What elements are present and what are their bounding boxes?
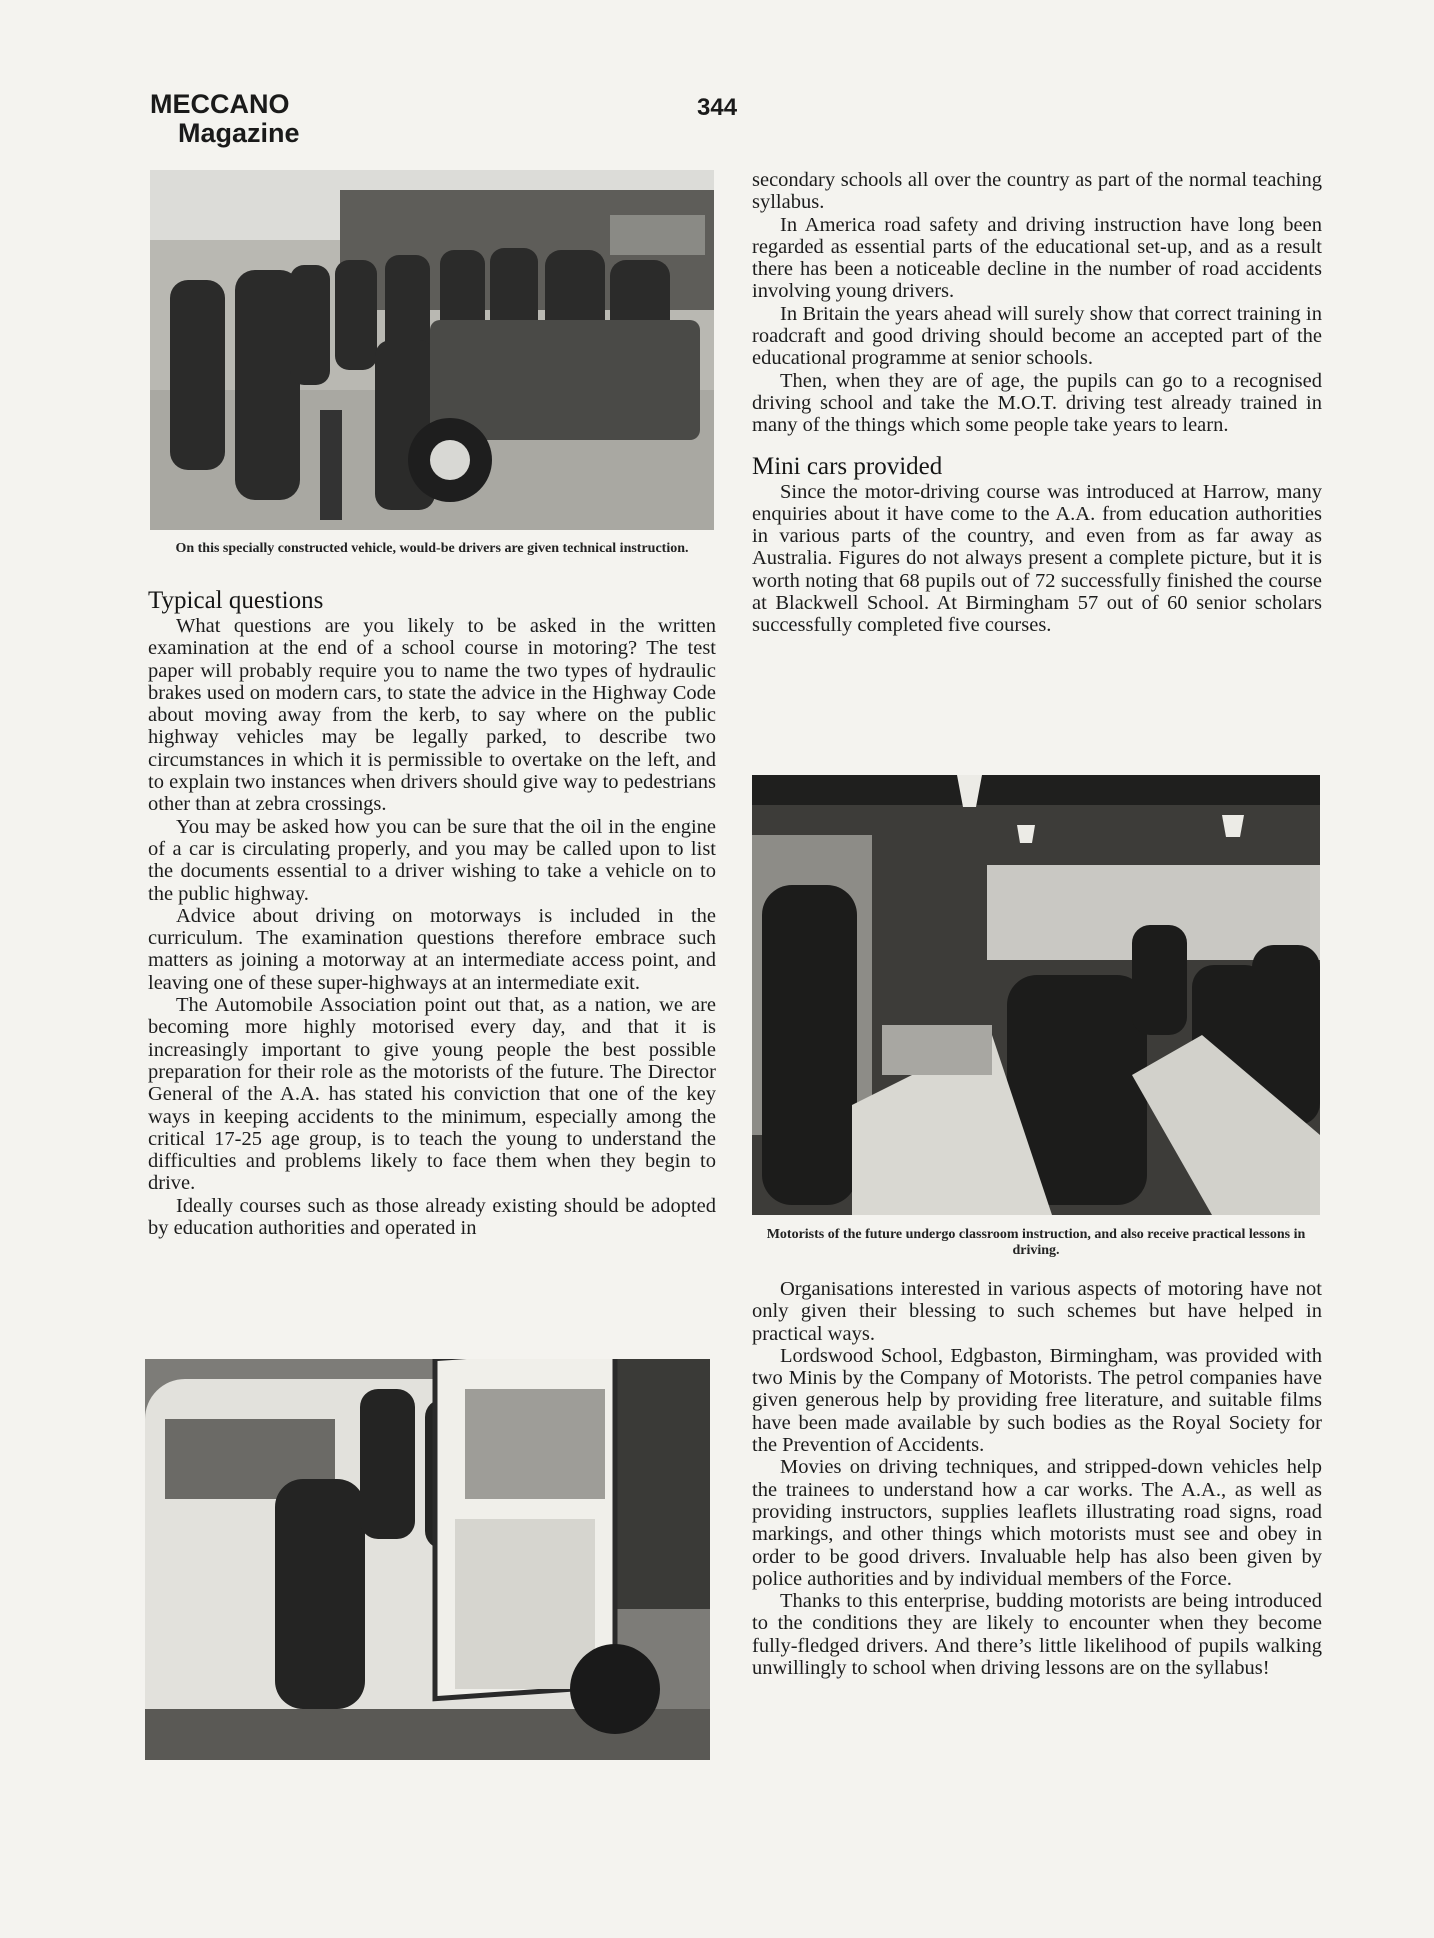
photo-training-vehicle-image [150,170,714,530]
photo-mini-car [145,1359,710,1760]
paragraph: The Automobile Association point out that, as a nation, we are becoming more highly motorised every day, and that it is increasingly important to give young people the best possible preparation for their role as the motorists of the future. The Director General of the A.A. has stated his conviction that one of the key ways in keeping accidents to the minimum, especially among the critical 17-25 age group, is to teach the young to understand the difficulties and problems likely to face them when they begin to drive. [148,994,716,1195]
paragraph: In Britain the years ahead will surely show that correct training in roadcraft and good driving should become an accepted part of the educational programme at senior schools. [752,302,1322,370]
heading-mini-cars: Mini cars provided [752,452,943,480]
photo-classroom-image [752,775,1320,1215]
paragraph: You may be asked how you can be sure that the oil in the engine of a car is circulating properly, and you may be called upon to list the documents essential to a driver wishing to take a vehicle on to the public highway. [148,815,716,905]
paragraph: Thanks to this enterprise, budding motorists are being introduced to the conditions they are likely to encounter when they become fully-fledged drivers. And there’s little likelihood of pupils walking unwillingly to school when driving lessons are on the syllabus! [752,1590,1322,1680]
paragraph: In America road safety and driving instruction have long been regarded as essential parts of the educational set-up, and as a result there has been a noticeable decline in the number of road accidents involving young drivers. [752,213,1322,303]
paragraph: Lordswood School, Edgbaston, Birmingham, was provided with two Minis by the Company of Motorists. The petrol companies have given generous help by providing free literature, and suitable films have been made available by such bodies as the Royal Society for the Prevention of Accidents. [752,1344,1322,1457]
paragraph: Organisations interested in various aspects of motoring have not only given their blessing to such schemes but have helped in practical ways. [752,1278,1322,1345]
masthead-title: MECCANO [150,89,290,119]
paragraph: Since the motor-driving course was introduced at Harrow, many enquiries about it have come to the A.A. from education authorities in various parts of the country, and even from as far away as Australia. Figures do not always present a complete picture, but it is worth noting that 68 pupils out of 72 successfully finished the course at Blackwell School. At Birmingham 57 out of 60 senior scholars successfully completed five courses. [752,480,1322,637]
right-column-bottom [752,1278,1322,1679]
photo-classroom-caption: Motorists of the future undergo classroom instruction, and also receive practical lessons in driving. [766,1227,1306,1258]
paragraph: Ideally courses such as those already existing should be adopted by education authorities and operated in [148,1194,716,1240]
paragraph: secondary schools all over the country as part of the normal teaching syllabus. [752,169,1322,214]
left-column [148,587,716,1239]
photo-mini-car-image [145,1359,710,1760]
paragraph: Then, when they are of age, the pupils can go to a recognised driving school and take the M.O.T. driving test already trained in many of the things which some people take years to learn. [752,369,1322,437]
photo-training-vehicle-caption: On this specially constructed vehicle, would-be drivers are given technical instruction. [175,541,689,556]
heading-typical-questions: Typical questions [148,587,324,614]
masthead-subtitle: Magazine [178,118,300,148]
paragraph: What questions are you likely to be asked in the written examination at the end of a school course in motoring? The test paper will probably require you to name the two types of hydraulic brakes used on modern cars, to state the advice in the Highway Code about moving away from the kerb, to say where on the public highway vehicles may be legally parked, to describe two circumstances in which it is permissible to overtake on the left, and to explain two instances when drivers should give way to pedestrians other than at zebra crossings. [148,615,716,816]
page-number: 344 [697,94,738,121]
paragraph: Advice about driving on motorways is included in the curriculum. The examination questions therefore embrace such matters as joining a motorway at an intermediate access point, and leaving one of these super-highways at an intermediate exit. [148,904,716,994]
paragraph: Movies on driving techniques, and stripped-down vehicles help the trainees to understand how a car works. The A.A., as well as providing instructors, supplies leaflets illustrating road signs, road markings, and other things which motorists must see and obey in order to be good drivers. Invaluable help has also been given by police authorities and by individual members of the Force. [752,1456,1322,1590]
masthead [150,90,300,148]
photo-classroom [752,775,1320,1215]
photo-training-vehicle [150,170,714,530]
right-column-top [752,169,1322,637]
